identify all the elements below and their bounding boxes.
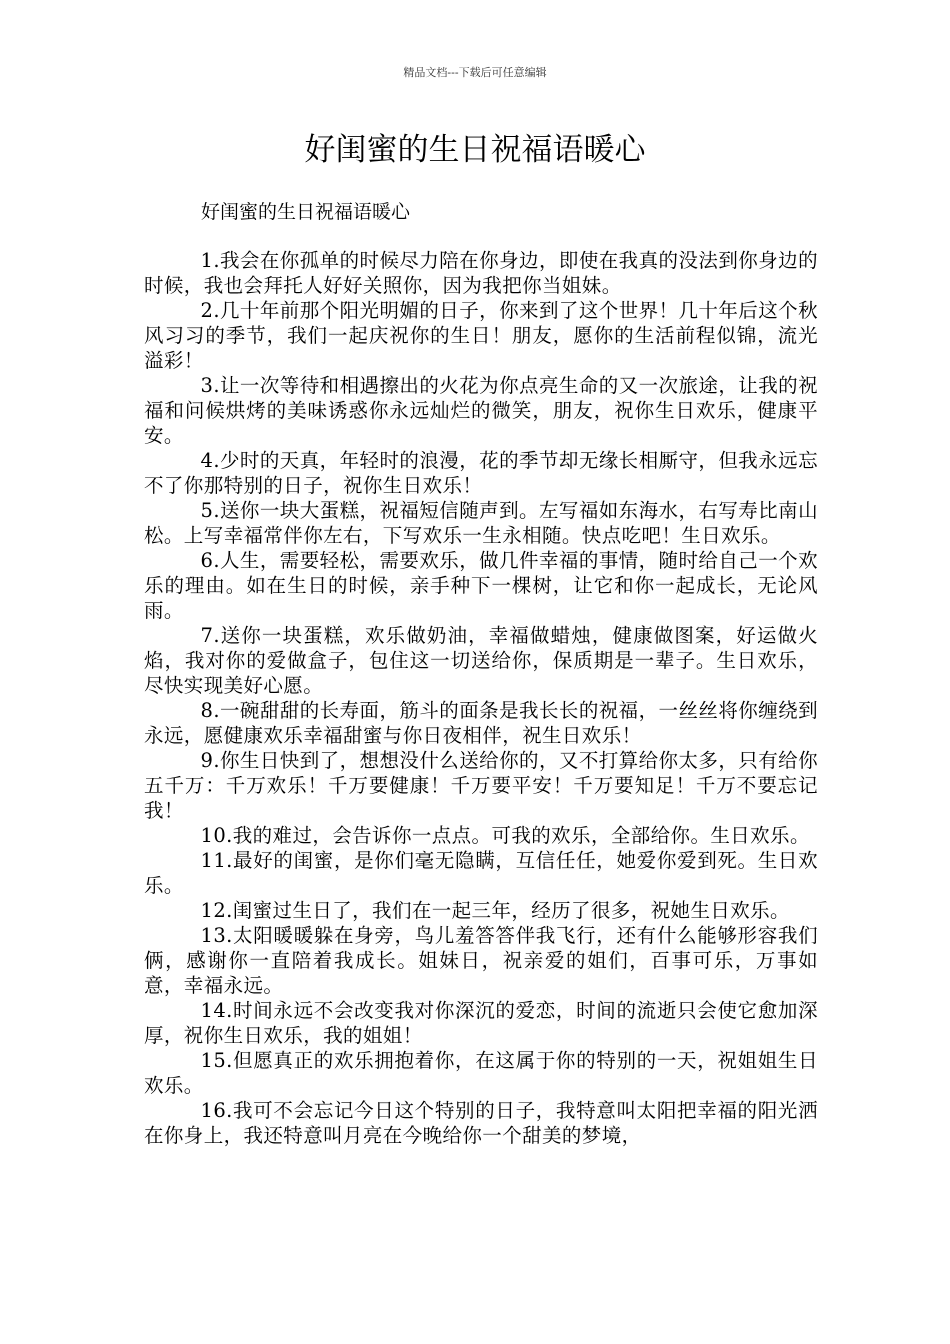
document-title: 好闺蜜的生日祝福语暖心 (304, 132, 646, 168)
page-header: 精品文档---下载后可任意编辑 (403, 66, 547, 79)
paragraph-6: 6.人生，需要轻松，需要欢乐，做几件幸福的事情，随时给自己一个欢乐的理由。如在生日的时候，亲手种下一棵树，让它和你一起成长，无论风雨。 (144, 549, 818, 622)
paragraph-15: 15.但愿真正的欢乐拥抱着你，在这属于你的特别的一天，祝姐姐生日欢乐。 (144, 1049, 818, 1097)
paragraph-13: 13.太阳暖暖躲在身旁，鸟儿羞答答伴我飞行，还有什么能够形容我们俩，感谢你一直陪着我成长。姐妹日，祝亲爱的姐们，百事可乐，万事如意，幸福永远。 (144, 924, 818, 997)
paragraph-12: 12.闺蜜过生日了，我们在一起三年，经历了很多，祝她生日欢乐。 (200, 899, 790, 922)
paragraph-2: 2.几十年前那个阳光明媚的日子，你来到了这个世界！几十年后这个秋风习习的季节，我们一起庆祝你的生日！朋友，愿你的生活前程似锦，流光溢彩！ (144, 299, 818, 372)
paragraph-5: 5.送你一块大蛋糕，祝福短信随声到。左写福如东海水，右写寿比南山松。上写幸福常伴你左右，下写欢乐一生永相随。快点吃吧！生日欢乐。 (144, 499, 818, 547)
paragraph-3: 3.让一次等待和相遇擦出的火花为你点亮生命的又一次旅途，让我的祝福和问候烘烤的美味诱惑你永远灿烂的微笑，朋友，祝你生日欢乐，健康平安。 (144, 374, 818, 447)
paragraph-1: 1.我会在你孤单的时候尽力陪在你身边，即使在我真的没法到你身边的时候，我也会拜托人好好关照你，因为我把你当姐妹。 (144, 249, 818, 297)
paragraph-7: 7.送你一块蛋糕，欢乐做奶油，幸福做蜡烛，健康做图案，好运做火焰，我对你的爱做盒子，包住这一切送给你，保质期是一辈子。生日欢乐，尽快实现美好心愿。 (144, 624, 818, 697)
paragraph-10: 10.我的难过，会告诉你一点点。可我的欢乐，全部给你。生日欢乐。 (200, 824, 810, 847)
paragraph-14: 14.时间永远不会改变我对你深沉的爱恋，时间的流逝只会使它愈加深厚，祝你生日欢乐，我的姐姐！ (144, 999, 818, 1047)
paragraph-11: 11.最好的闺蜜，是你们毫无隐瞒，互信任任，她爱你爱到死。生日欢乐。 (144, 849, 818, 897)
paragraph-8: 8.一碗甜甜的长寿面，筋斗的面条是我长长的祝福，一丝丝将你缠绕到永远，愿健康欢乐幸福甜蜜与你日夜相伴，祝生日欢乐！ (144, 699, 818, 747)
paragraph-4: 4.少时的天真，年轻时的浪漫，花的季节却无缘长相厮守，但我永远忘不了你那特别的日子，祝你生日欢乐！ (144, 449, 818, 497)
paragraph-16: 16.我可不会忘记今日这个特别的日子，我特意叫太阳把幸福的阳光洒在你身上，我还特意叫月亮在今晚给你一个甜美的梦境， (144, 1099, 818, 1147)
paragraph-9: 9.你生日快到了，想想没什么送给你的，又不打算给你太多，只有给你五千万：千万欢乐！千万要健康！千万要平安！千万要知足！千万不要忘记我！ (144, 749, 818, 822)
document-subtitle: 好闺蜜的生日祝福语暖心 (201, 201, 411, 223)
document-body (144, 248, 818, 1148)
